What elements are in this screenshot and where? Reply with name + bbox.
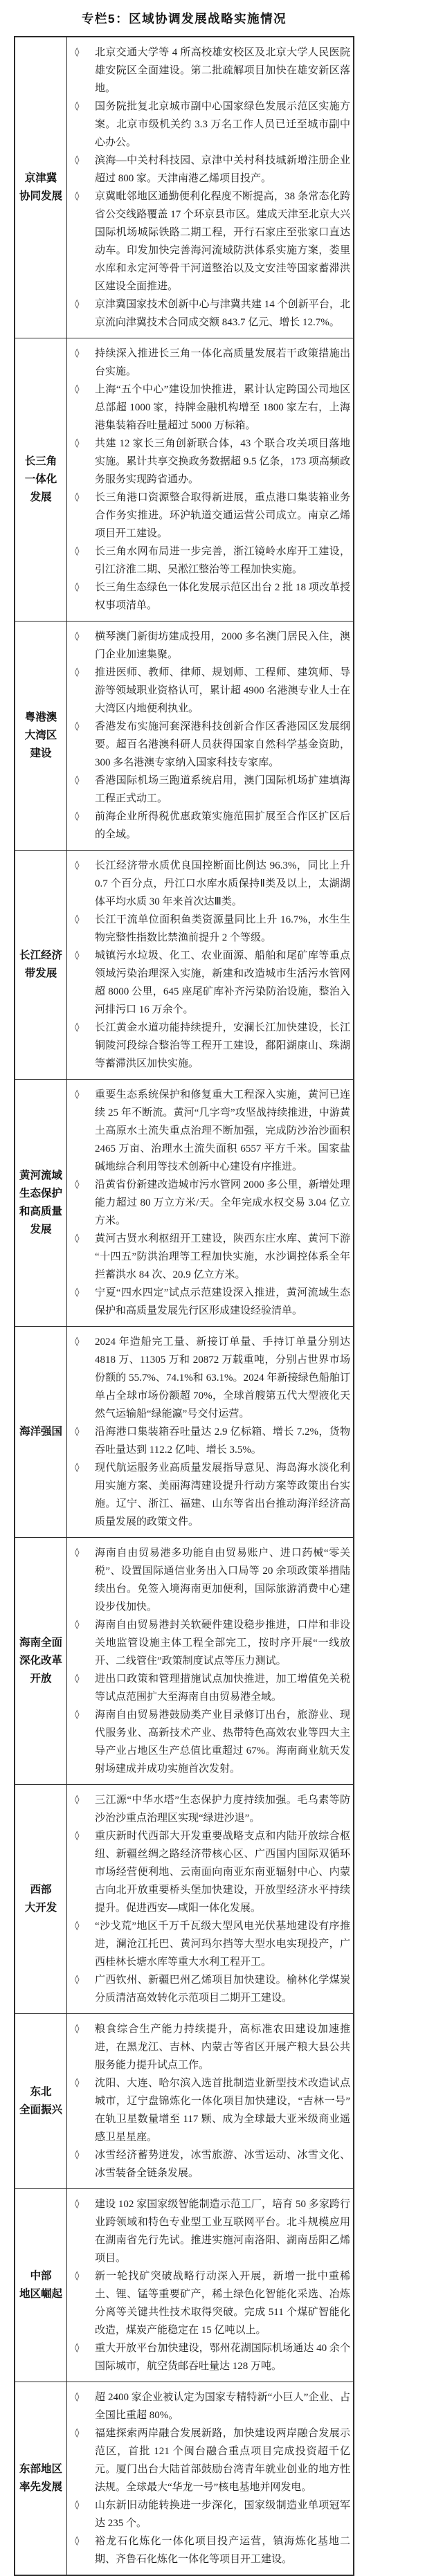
bullet-diamond-icon: ◊ <box>75 299 80 309</box>
bullet-diamond-icon: ◊ <box>75 950 80 961</box>
section-label-line: 粤港澳 <box>24 711 57 723</box>
list-item-text: 重庆新时代西部大开发重要战略支点和内陆开放综合枢纽、新疆丝绸之路经济带核心区、广西国内国际双循环市场经营便利地、云南面向南亚东南亚辐射中心、内蒙古向北开放重要桥头堡加快建设，开放型经济水平持续提升。促进西安—咸阳一体化发展。 <box>95 1831 350 1914</box>
bullet-diamond-icon: ◊ <box>75 1709 80 1720</box>
list-item-text: 广西钦州、新疆巴州乙烯项目加快建设。榆林化学煤炭分质清洁高效转化示范项目二期开工建设。 <box>95 1975 350 2004</box>
list-item-text: 长三角水网布局进一步完善，浙江镜岭水库开工建设，引江济淮二期、吴淞江整治等工程加快实施。 <box>95 546 350 575</box>
section-label-line: 京津冀 <box>24 172 57 184</box>
bullet-diamond-icon: ◊ <box>75 1462 80 1473</box>
bullet-diamond-icon: ◊ <box>75 2343 80 2353</box>
list-item-text: 冰雪经济蓄势迸发，冰雪旅游、冰雪运动、冰雪文化、冰雪装备全链条发展。 <box>95 2150 350 2179</box>
bullet-diamond-icon: ◊ <box>75 1795 80 1805</box>
section-content <box>67 2382 353 2575</box>
list-item <box>73 2388 350 2424</box>
bullet-diamond-icon: ◊ <box>75 2078 80 2088</box>
list-item <box>73 489 350 543</box>
section-label-line: 协同发展 <box>19 190 62 202</box>
list-item <box>73 188 350 296</box>
list-item-text: 共建 12 家长三角创新联合体，43 个联合攻关项目落地实施。累计共享交换政务数据超 9.5 亿条，173 项高频政务服务实现跨省通办。 <box>95 438 350 485</box>
list-item <box>73 2267 350 2339</box>
section-label <box>15 622 67 850</box>
bullet-diamond-icon: ◊ <box>75 1426 80 1437</box>
list-item <box>73 947 350 1019</box>
list-item <box>73 1827 350 1917</box>
section-content <box>67 851 353 1079</box>
list-item-text: 持续深入推进长三角一体化高质量发展若干政策措施出台实施。 <box>95 348 350 377</box>
bullet-diamond-icon: ◊ <box>75 2392 80 2402</box>
bullet-diamond-icon: ◊ <box>75 101 80 111</box>
table-row <box>15 621 353 850</box>
list-item-text: 京津冀国家技术创新中心与津冀共建 14 个创新平台，北京流向津冀技术合同成交额 843.7 亿元、增长 12.7%。 <box>95 299 350 328</box>
bullet-diamond-icon: ◊ <box>75 2500 80 2510</box>
strategy-table <box>14 36 354 2576</box>
section-label-line: 和高质量 <box>19 1206 62 1217</box>
list-item <box>73 1423 350 1459</box>
section-label-line: 西部 <box>30 1884 52 1896</box>
list-item <box>73 2339 350 2375</box>
section-content <box>67 1327 353 1537</box>
bullet-diamond-icon: ◊ <box>75 191 80 201</box>
table-row <box>15 37 353 338</box>
bullet-diamond-icon: ◊ <box>75 438 80 448</box>
section-label <box>15 2189 67 2382</box>
section-label-line: 海南全面 <box>19 1637 62 1649</box>
list-item <box>73 911 350 947</box>
list-item <box>73 1917 350 1971</box>
bullet-diamond-icon: ◊ <box>75 1233 80 1244</box>
section-label <box>15 851 67 1079</box>
section-content <box>67 2014 353 2188</box>
section-content <box>67 1538 353 1784</box>
list-item-text: 宁夏“四水四定”试点示范建设深入推进，黄河流域生态保护和高质量发展先行区形成建设经验清单。 <box>95 1287 350 1316</box>
section-label-line: 深化改革 <box>19 1655 62 1667</box>
bullet-diamond-icon: ◊ <box>75 667 80 678</box>
bullet-diamond-icon: ◊ <box>75 384 80 394</box>
section-content <box>67 37 353 338</box>
list-item-text: 海南自由贸易港鼓励类产业目录修订出台，旅游业、现代服务业、高新技术产业、热带特色高效农业等四大主导产业占地区生产总值比重超过 67%。海南商业航天发射场建成并成功实施首次发射。 <box>95 1709 350 1775</box>
bullet-diamond-icon: ◊ <box>75 1921 80 1931</box>
list-item-text: 长江经济带水质优良国控断面比例达 96.3%，同比上升 0.7 个百分点，丹江口水库水质保持Ⅱ类及以上，太湖湖体平均水质 30 年来首次达Ⅲ类。 <box>95 860 350 907</box>
list-item-text: 城镇污水垃圾、化工、农业面源、船舶和尾矿库等重点领域污染治理深入实施，新建和改造城市生活污水管网超 8000 公里，645 座尾矿库补齐污染防治设施，整治入河排污口 16 万余个。 <box>95 950 350 1015</box>
list-item-text: 新一轮找矿突破战略行动深入开展，新增一批中重稀土、锂、锰等重要矿产，稀土绿色化智能化采选、冶炼分离等关键共性技术取得突破。完成 511 个煤矿智能化改造，煤炭产能稳定在 15 亿吨以上。 <box>95 2271 350 2336</box>
section-label-line: 生态保护 <box>19 1188 62 1199</box>
section-label-line: 一体化 <box>24 473 57 485</box>
section-content <box>67 1785 353 2013</box>
list-item-text: 京冀毗邻地区通勤便利化程度不断提高，38 条常态化跨省公交线路覆盖 17 个环京县市区。建成天津至北京大兴国际机场城际铁路二期工程，开行石家庄至张家口直达动车。印发加快完善海河流域防洪体系实施方案，娄里水库和永定河等骨干河道整治以及文安洼等国家蓄滞洪区建设全面推进。 <box>95 191 350 292</box>
section-label <box>15 2382 67 2575</box>
section-label-line: 海洋强国 <box>19 1426 62 1437</box>
bullet-diamond-icon: ◊ <box>75 1089 80 1100</box>
list-item-text: 滨海—中关村科技园、京津中关村科技城新增注册企业超过 800 家。天津南港乙烯项目投产。 <box>95 155 350 184</box>
list-item-text: “沙戈荒”地区千万千瓦级大型风电光伏基地建设有序推进，澜沧江托巴、黄河玛尔挡等大型水电实现投产，广西桂林长塘水库等重大水利工程开工。 <box>95 1921 350 1968</box>
bullet-diamond-icon: ◊ <box>75 2271 80 2281</box>
list-item <box>73 1086 350 1176</box>
list-item-text: 黄河古贤水利枢纽开工建设，陕西东庄水库、黄河下游“十四五”防洪治理等工程加快实施，水沙调控体系全年拦蓄洪水 84 次、20.9 亿立方米。 <box>95 1233 350 1280</box>
list-item-text: 山东新旧动能转换进一步深化，国家级制造业单项冠军达 235 个。 <box>95 2500 350 2529</box>
bullet-diamond-icon: ◊ <box>75 860 80 871</box>
list-item <box>73 2146 350 2182</box>
list-item-text: 海南自由贸易港封关软硬件建设稳步推进，口岸和非设关地监管设施主体工程全部完工，按时序开展“一线放开、二线管住”政策制度试点等压力测试。 <box>95 1620 350 1667</box>
bullet-diamond-icon: ◊ <box>75 2428 80 2438</box>
section-label-line: 长三角 <box>24 455 57 467</box>
list-item-text: 三江源“中华水塔”生态保护力度持续加强。毛乌素等防沙治沙重点治理区实现“绿进沙退”。 <box>95 1795 350 1824</box>
list-item <box>73 2496 350 2532</box>
list-item <box>73 808 350 844</box>
list-item <box>73 1616 350 1670</box>
table-row <box>15 850 353 1079</box>
section-label-line: 地区崛起 <box>19 2288 62 2300</box>
list-item-text: 长江干流单位面积鱼类资源量同比上升 16.7%，水生生物完整性指数比禁渔前提升 2 个等级。 <box>95 914 350 943</box>
list-item-text: 重大开放平台加快建设，鄂州花湖国际机场通达 40 余个国际城市，航空货邮吞吐量达 128 万吨。 <box>95 2343 350 2372</box>
list-item-text: 长江黄金水道功能持续提升，安澜长江加快建设，长江铜陵河段综合整治等工程开工建设，鄱阳湖康山、珠湖等蓄滞洪区加快实施。 <box>95 1022 350 1069</box>
list-item <box>73 772 350 808</box>
section-label <box>15 2014 67 2188</box>
list-item-text: 超 2400 家企业被认定为国家专精特新“小巨人”企业、占全国比重超 80%。 <box>95 2392 350 2421</box>
section-label-line: 建设 <box>30 747 52 759</box>
bullet-diamond-icon: ◊ <box>75 1674 80 1684</box>
section-content <box>67 2189 353 2382</box>
list-item <box>73 44 350 98</box>
list-item <box>73 579 350 615</box>
list-item <box>73 2424 350 2496</box>
bullet-diamond-icon: ◊ <box>75 1287 80 1298</box>
section-label-line: 东部地区 <box>19 2463 62 2475</box>
bullet-diamond-icon: ◊ <box>75 914 80 925</box>
table-row <box>15 1326 353 1537</box>
list-item-text: 上海“五个中心”建设加快推进，累计认定跨国公司地区总部超 1000 家，持牌金融机构增至 1800 家左右，上海港集装箱吞吐量超过 5000 万标箱。 <box>95 384 350 431</box>
bullet-diamond-icon: ◊ <box>75 631 80 642</box>
section-label-line: 东北 <box>30 2086 52 2098</box>
bullet-diamond-icon: ◊ <box>75 1620 80 1630</box>
list-item <box>73 857 350 911</box>
section-label <box>15 37 67 338</box>
list-item-text: 重要生态系统保护和修复重大工程深入实施，黄河已连续 25 年不断流。黄河“几字弯”攻坚战持续推进，中游黄土高原水土流失重点治理不断加强，完成防沙治沙面积 2465 万亩、治理水土流失面积 6557 平方千米。国家盐碱地综合利用等技术创新中心建设有序推进。 <box>95 1089 350 1172</box>
list-item-text: 国务院批复北京城市副中心国家绿色发展示范区实施方案。北京市级机关约 3.3 万名工作人员已迁至城市副中心办公。 <box>95 101 350 148</box>
list-item-text: 沿黄省份新建改造城市污水管网 2000 多公里，新增处理能力超过 80 万立方米/天。全年完成水权交易 3.04 亿立方米。 <box>95 1179 350 1226</box>
list-item <box>73 1333 350 1423</box>
list-item <box>73 1230 350 1284</box>
bullet-diamond-icon: ◊ <box>75 1831 80 1841</box>
section-label <box>15 1080 67 1326</box>
list-item-text: 进出口政策和管理措施试点加快推进，加工增值免关税等试点范围扩大至海南自由贸易港全域。 <box>95 1674 350 1703</box>
list-item-text: 前海企业所得税优惠政策实施范围扩展至合作区扩区后的全域。 <box>95 811 350 840</box>
section-label <box>15 1785 67 2013</box>
list-item <box>73 1544 350 1616</box>
list-item-text: 裕龙石化炼化一体化项目投产运营，镇海炼化基地二期、齐鲁石化炼化一体化等项目开工建设。 <box>95 2536 350 2565</box>
list-item-text: 香港国际机场三跑道系统启用，澳门国际机场扩建填海工程正式动工。 <box>95 775 350 804</box>
list-item <box>73 435 350 489</box>
list-item <box>73 1176 350 1230</box>
bullet-diamond-icon: ◊ <box>75 546 80 556</box>
list-item-text: 海南自由贸易港多功能自由贸易账户、进口药械“零关税”、设置国际通信业务出入口局等 20 余项政策举措陆续出台。免签入境海南更加便利，国际旅游消费中心建设步伐加快。 <box>95 1548 350 1613</box>
list-item-text: 横琴澳门新街坊建成投用，2000 多名澳门居民入住，澳门企业加速集聚。 <box>95 631 350 660</box>
list-item <box>73 1459 350 1531</box>
list-item-text: 建设 102 家国家级智能制造示范工厂，培育 50 多家跨行业跨领域和特色专业型工业互联网平台。北斗规模应用在湖南省先行先试。推进实施河南洛阳、湖南岳阳乙烯项目。 <box>95 2199 350 2264</box>
list-item-text: 长三角港口资源整合取得新进展，重点港口集装箱业务合作务实推进。环沪轨道交通运营公司成立。南京乙烯项目开工建设。 <box>95 492 350 539</box>
list-item <box>73 2020 350 2074</box>
list-item <box>73 1284 350 1320</box>
list-item-text: 2024 年造船完工量、新接订单量、手持订单量分别达 4818 万、11305 万和 20872 万载重吨，分别占世界市场份额的 55.7%、74.1%和 63.1%。2024 年新接绿色船舶订单占全球市场份额超 70%，全球首艘第五代大型液化天然气运输船“绿能瀛”号交付运营。 <box>95 1336 350 1419</box>
section-label-line: 带发展 <box>24 968 57 979</box>
section-label-line: 长江经济 <box>19 950 62 961</box>
table-row <box>15 338 353 621</box>
bullet-diamond-icon: ◊ <box>75 1975 80 1985</box>
list-item-text: 现代航运服务业高质量发展指导意见、海岛海水淡化利用实施方案、美丽海湾建设提升行动方案等政策出台实施。辽宁、浙江、福建、山东等省出台推动海洋经济高质量发展的政策文件。 <box>95 1462 350 1527</box>
section-content <box>67 338 353 621</box>
section-label-line: 黄河流域 <box>19 1170 62 1181</box>
table-row <box>15 1079 353 1326</box>
section-label-line: 中部 <box>30 2270 52 2282</box>
section-label <box>15 338 67 621</box>
table-row <box>15 1537 353 1784</box>
table-row <box>15 2382 353 2575</box>
table-row <box>15 1784 353 2013</box>
list-item <box>73 628 350 664</box>
section-label-line: 开放 <box>30 1673 52 1685</box>
list-item-text: 福建探索两岸融合发展新路，加快建设两岸融合发展示范区，首批 121 个闽台融合重点项目完成投资超千亿元。厦门出台大陆首部鼓励台湾青年就业创业的地方性法规。全球最大“华龙一号”核电基地并网发电。 <box>95 2428 350 2493</box>
bullet-diamond-icon: ◊ <box>75 721 80 732</box>
list-item <box>73 1971 350 2007</box>
list-item-text: 长三角生态绿色一体化发展示范区出台 2 批 18 项改革授权事项清单。 <box>95 582 350 611</box>
list-item <box>73 1670 350 1706</box>
list-item <box>73 1019 350 1073</box>
list-item <box>73 2532 350 2568</box>
document-page <box>14 0 354 2576</box>
list-item <box>73 1706 350 1778</box>
bullet-diamond-icon: ◊ <box>75 2024 80 2034</box>
bullet-diamond-icon: ◊ <box>75 775 80 786</box>
bullet-diamond-icon: ◊ <box>75 47 80 57</box>
bullet-diamond-icon: ◊ <box>75 1548 80 1558</box>
table-row <box>15 2013 353 2188</box>
list-item <box>73 296 350 332</box>
bullet-diamond-icon: ◊ <box>75 2150 80 2160</box>
section-label-line: 大湾区 <box>24 729 57 741</box>
list-item-text: 香港发布实施河套深港科技创新合作区香港园区发展纲要。超百名港澳科研人员获得国家自然科学基金资助，300 多名港澳专家纳入国家科技专家库。 <box>95 721 350 768</box>
section-content <box>67 622 353 850</box>
page-title: 专栏5：区域协调发展战略实施情况 <box>81 12 287 26</box>
bullet-diamond-icon: ◊ <box>75 2536 80 2546</box>
section-content <box>67 1080 353 1326</box>
list-item-text: 北京交通大学等 4 所高校雄安校区及北京大学人民医院雄安院区全面建设。第二批疏解项目加快在雄安新区落地。 <box>95 47 350 94</box>
list-item-text: 推进医师、教师、律师、规划师、工程师、建筑师、导游等领域职业资格认可，累计超 4900 名港澳专业人士在大湾区内地便利执业。 <box>95 667 350 714</box>
bullet-diamond-icon: ◊ <box>75 1336 80 1347</box>
bullet-diamond-icon: ◊ <box>75 1022 80 1033</box>
section-label <box>15 1327 67 1537</box>
section-label <box>15 1538 67 1784</box>
bullet-diamond-icon: ◊ <box>75 811 80 822</box>
section-label-line: 率先发展 <box>19 2481 62 2493</box>
list-item <box>73 718 350 772</box>
bullet-diamond-icon: ◊ <box>75 492 80 502</box>
list-item <box>73 1791 350 1827</box>
bullet-diamond-icon: ◊ <box>75 582 80 592</box>
list-item <box>73 381 350 435</box>
section-label-line: 发展 <box>30 1224 52 1235</box>
list-item <box>73 664 350 718</box>
list-item-text: 沿海港口集装箱吞吐量达 2.9 亿标箱、增长 7.2%，货物吞吐量达到 112.2 亿吨、增长 3.5%。 <box>95 1426 350 1455</box>
list-item-text: 粮食综合生产能力持续提升，高标准农田建设加速推进，在黑龙江、吉林、内蒙古等省区开展产粮大县公共服务能力提升试点工作。 <box>95 2024 350 2071</box>
bullet-diamond-icon: ◊ <box>75 348 80 359</box>
section-label-line: 全面振兴 <box>19 2104 62 2116</box>
list-item <box>73 2195 350 2267</box>
list-item-text: 沈阳、大连、哈尔滨入选首批制造业新型技术改造试点城市，辽宁盘锦炼化一体化项目加快建设，“吉林一号”在轨卫星数量增至 117 颗、成为全球最大亚米级商业遥感卫星星座。 <box>95 2078 350 2143</box>
list-item <box>73 543 350 579</box>
list-item <box>73 345 350 381</box>
list-item <box>73 2074 350 2146</box>
bullet-diamond-icon: ◊ <box>75 1179 80 1190</box>
table-row <box>15 2188 353 2382</box>
section-label-line: 发展 <box>30 491 52 503</box>
list-item <box>73 152 350 188</box>
bullet-diamond-icon: ◊ <box>75 2199 80 2209</box>
list-item <box>73 98 350 152</box>
bullet-diamond-icon: ◊ <box>75 155 80 165</box>
section-label-line: 大开发 <box>24 1902 57 1914</box>
